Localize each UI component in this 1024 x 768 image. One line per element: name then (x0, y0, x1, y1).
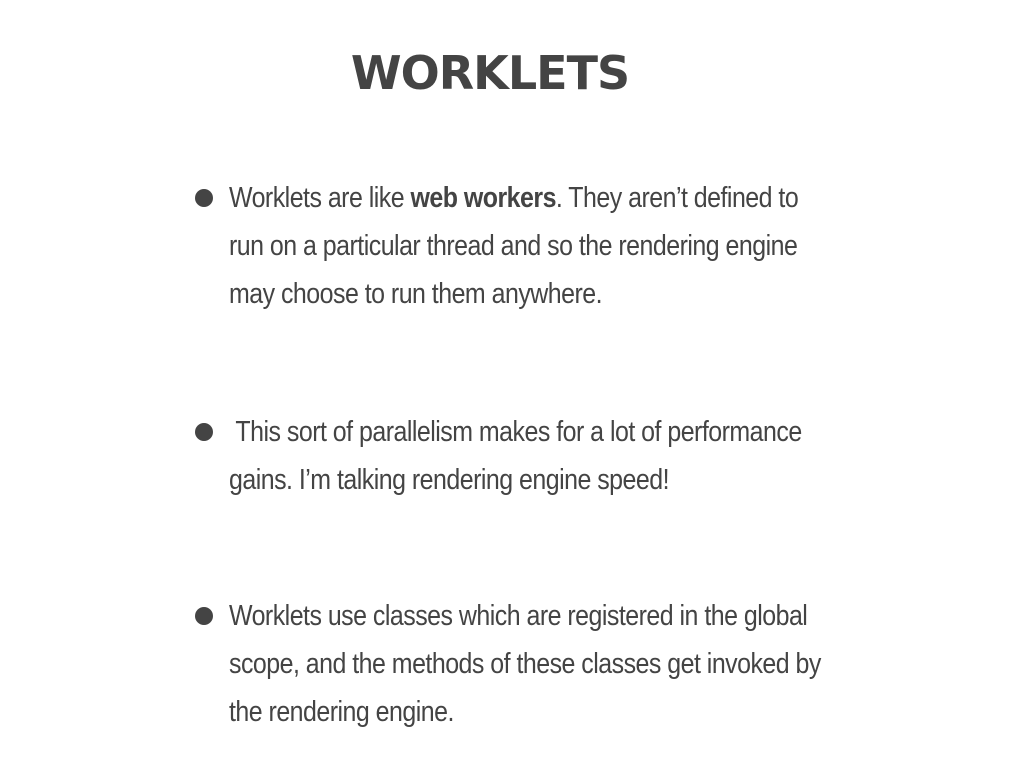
bullet-text-emphasis: web workers (410, 182, 556, 214)
bullet-text-part: . They aren’t defined to run on a particular thread and so the rendering engine may choose to run them anywhere. (229, 182, 799, 310)
bullet-icon (195, 423, 213, 441)
bullet-icon (195, 607, 213, 625)
bullet-icon (195, 189, 213, 207)
bullet-text (229, 174, 822, 318)
bullet-item (195, 592, 835, 736)
bullet-item (195, 408, 835, 504)
bullet-text: Worklets use classes which are registered in the global scope, and the methods of these classes get invoked by the rendering engine. (229, 600, 821, 728)
bullet-text: This sort of parallelism makes for a lot of performance gains. I’m talking rendering engine speed! (229, 416, 809, 496)
bullet-text-part: Worklets are like (229, 182, 411, 214)
slide-title: WORKLETS (350, 46, 630, 100)
bullet-item (195, 174, 835, 318)
